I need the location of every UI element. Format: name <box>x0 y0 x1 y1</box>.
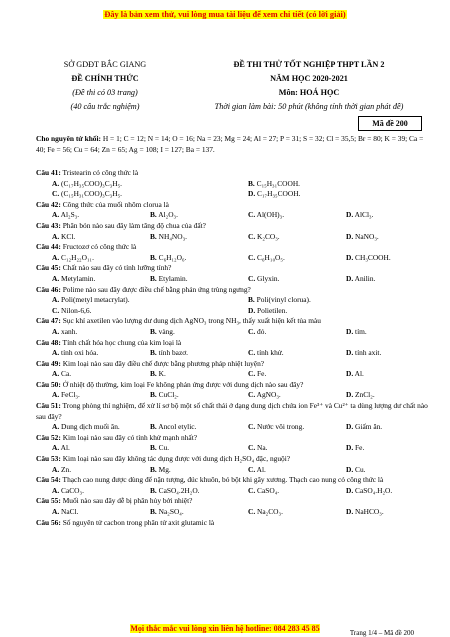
option-text: Cu. <box>158 443 170 453</box>
question-block <box>36 263 428 284</box>
option-text: Al₂O₃. <box>158 210 178 220</box>
answer-option <box>232 232 330 243</box>
hotline-text: Mọi thắc mắc vui lòng xin liên hệ hotline: 084 283 45 85 <box>130 624 320 633</box>
answer-option <box>36 306 232 317</box>
option-text: Polietilen. <box>257 305 288 315</box>
option-letter: B. <box>150 443 157 453</box>
option-letter: A. <box>52 422 60 432</box>
option-letter: A. <box>52 464 60 474</box>
question-block <box>36 359 428 380</box>
answer-option <box>36 465 134 476</box>
option-text: NaCl. <box>61 507 79 516</box>
answer-option <box>330 274 428 285</box>
answer-option <box>36 390 134 401</box>
page-number: Trang 1/4 – Mã đề 200 <box>349 629 414 637</box>
header-right <box>186 58 432 114</box>
answer-option <box>232 422 330 433</box>
option-text: Al. <box>354 369 364 379</box>
subject: Môn: HOÁ HỌC <box>278 88 340 97</box>
option-text: KCl. <box>61 231 76 241</box>
answer-option <box>232 274 330 285</box>
question-text: Công thức của muối nhôm clorua là <box>60 199 169 209</box>
option-letter: D. <box>248 305 256 315</box>
question-block <box>36 221 428 242</box>
answer-option <box>134 327 232 338</box>
option-letter: D. <box>346 231 354 241</box>
option-letter: B. <box>150 326 157 336</box>
answer-option <box>36 443 134 454</box>
answer-option <box>134 507 232 518</box>
option-text: vàng. <box>158 326 175 336</box>
answer-option <box>36 348 134 359</box>
option-letter: A. <box>52 252 60 262</box>
option-letter: C. <box>248 507 256 516</box>
option-letter: A. <box>52 273 60 283</box>
option-letter: A. <box>52 210 60 220</box>
answer-options <box>36 390 428 401</box>
option-letter: D. <box>346 369 354 379</box>
question-block <box>36 200 428 221</box>
question-label: Câu 46: <box>36 284 61 294</box>
question-text: Kim loại nào sau đây không tác dụng được với dung dịch H₂SO₄ đặc, nguội? <box>60 454 291 464</box>
answer-options <box>36 507 428 518</box>
option-text: CaCO₃. <box>61 485 84 495</box>
answer-option <box>36 507 134 518</box>
answer-option <box>134 486 232 497</box>
option-text: NaHCO₃. <box>355 507 384 516</box>
option-letter: D. <box>346 348 354 358</box>
question-block <box>36 496 428 517</box>
question-block <box>36 242 428 263</box>
option-letter: C. <box>52 305 60 315</box>
answer-option <box>330 253 428 264</box>
option-text: Na₂CO₃. <box>257 507 283 516</box>
option-letter: D. <box>346 485 354 495</box>
option-text: C₆H₁₀O₅. <box>257 252 285 262</box>
answer-option <box>232 306 428 317</box>
question-list <box>36 168 428 528</box>
question-block <box>36 518 428 529</box>
question-block <box>36 380 428 401</box>
question-stem <box>36 242 428 253</box>
option-letter: B. <box>150 273 157 283</box>
question-label: Câu 55: <box>36 496 61 506</box>
option-text: AgNO₃. <box>256 390 281 400</box>
option-letter: A. <box>52 348 60 358</box>
option-text: Al. <box>256 464 266 474</box>
option-letter: B. <box>150 464 157 474</box>
question-stem <box>36 285 428 296</box>
question-stem <box>36 496 428 507</box>
option-text: CH₃COOH. <box>355 252 391 262</box>
answer-option <box>330 390 428 401</box>
option-letter: B. <box>150 210 157 220</box>
option-text: Fe. <box>257 369 267 379</box>
answer-options <box>36 422 428 433</box>
answer-option <box>36 422 134 433</box>
answer-option <box>330 369 428 380</box>
option-letter: B. <box>248 178 255 188</box>
question-text: Kim loại nào sau đây điều chế được bằng phương pháp nhiệt luyện? <box>60 358 265 368</box>
option-letter: B. <box>150 348 157 358</box>
option-letter: A. <box>52 390 60 400</box>
option-letter: D. <box>346 273 354 283</box>
answer-option <box>330 327 428 338</box>
answer-option <box>330 486 428 497</box>
question-stem <box>36 380 428 391</box>
option-letter: C. <box>248 369 256 379</box>
header-left <box>36 58 174 114</box>
question-block <box>36 338 428 359</box>
answer-option <box>232 189 428 200</box>
question-stem <box>36 168 428 179</box>
option-letter: A. <box>52 507 60 516</box>
option-letter: C. <box>248 422 256 432</box>
option-text: Etylamin. <box>158 273 188 283</box>
answer-options <box>36 465 428 476</box>
answer-option <box>330 210 428 221</box>
option-text: C₆H₁₂O₆. <box>158 252 187 262</box>
option-letter: D. <box>346 507 354 516</box>
answer-option <box>36 369 134 380</box>
option-text: CaSO₄. <box>257 485 280 495</box>
question-block <box>36 454 428 475</box>
answer-option <box>134 274 232 285</box>
question-stem <box>36 454 428 465</box>
option-letter: A. <box>52 369 60 379</box>
question-label: Câu 49: <box>36 358 61 368</box>
question-label: Câu 53: <box>36 454 61 464</box>
page-count-note: (Đề thi có 03 trang) <box>72 88 138 97</box>
question-stem <box>36 263 428 274</box>
question-text: Muối nào sau đây dễ bị phân hủy bởi nhiệt? <box>60 496 193 506</box>
option-letter: C. <box>248 252 256 262</box>
option-text: K₂CO₃. <box>257 231 280 241</box>
option-text: Mg. <box>158 464 171 474</box>
option-letter: A. <box>52 295 60 305</box>
option-text: tính bazơ. <box>158 348 188 358</box>
question-text: Trong phòng thí nghiệm, để xử lí sơ bộ một số chất thải ở dạng dung dịch chứa ion Fe³⁺ và Cu²⁺ ta dùng lượng dư chất nào sau đây? <box>36 401 428 421</box>
answer-option <box>134 465 232 476</box>
option-text: đỏ. <box>257 326 267 336</box>
answer-option <box>36 189 232 200</box>
option-text: NaNO₃. <box>355 231 379 241</box>
option-text: CuCl₂. <box>158 390 179 400</box>
option-letter: C. <box>248 326 256 336</box>
answer-options <box>36 253 428 264</box>
question-text: Sục khí axetilen vào lượng dư dung dịch AgNO₃ trong NH₃, thấy xuất hiện kết tủa màu <box>60 316 321 326</box>
question-text: Chất nào sau đây có tính lưỡng tính? <box>60 263 172 273</box>
option-letter: C. <box>52 189 60 199</box>
option-text: C₁₂H₂₂O₁₁. <box>61 252 94 262</box>
option-text: CaSO₄.H₂O. <box>355 485 393 495</box>
question-block <box>36 401 428 433</box>
answer-option <box>330 422 428 433</box>
option-text: Poli(vinyl clorua). <box>256 295 311 305</box>
question-stem <box>36 359 428 370</box>
question-label: Câu 45: <box>36 263 61 273</box>
question-label: Câu 43: <box>36 220 61 230</box>
preview-banner <box>0 4 450 22</box>
option-text: Anilin. <box>354 273 376 283</box>
answer-options <box>36 348 428 359</box>
answer-option <box>330 348 428 359</box>
option-text: Na₂SO₄. <box>158 507 184 516</box>
question-text: Tristearin có công thức là <box>60 168 139 177</box>
option-text: FeCl₃. <box>61 390 80 400</box>
exam-code-box: Mã đề 200 <box>358 116 422 131</box>
option-letter: C. <box>248 273 256 283</box>
answer-option <box>232 507 330 518</box>
option-text: xanh. <box>61 326 78 336</box>
answer-option <box>36 486 134 497</box>
option-letter: B. <box>150 390 157 400</box>
option-letter: B. <box>150 422 157 432</box>
question-label: Câu 42: <box>36 199 61 209</box>
answer-options <box>36 232 428 243</box>
answer-option <box>232 295 428 306</box>
option-text: (C₁₇H₃₅COO)₃C₃H₅. <box>61 178 122 188</box>
question-stem <box>36 433 428 444</box>
option-letter: A. <box>52 231 60 241</box>
answer-option <box>134 232 232 243</box>
question-label: Câu 47: <box>36 316 61 326</box>
question-label: Câu 52: <box>36 432 61 442</box>
option-text: Dung dịch muối ăn. <box>61 422 120 432</box>
option-letter: D. <box>346 422 354 432</box>
option-letter: B. <box>150 485 157 495</box>
answer-options <box>36 486 428 497</box>
answer-option <box>232 390 330 401</box>
question-label: Câu 50: <box>36 379 61 389</box>
option-text: ZnCl₂. <box>355 390 375 400</box>
option-text: Poli(metyl metacrylat). <box>61 295 130 305</box>
option-text: CaSO₄.2H₂O. <box>158 485 200 495</box>
question-label: Câu 41: <box>36 168 61 177</box>
option-letter: B. <box>150 369 157 379</box>
answer-option <box>134 210 232 221</box>
question-text: Polime nào sau đây được điều chế bằng phản ứng trùng ngưng? <box>60 284 251 294</box>
option-letter: C. <box>248 443 256 453</box>
option-letter: C. <box>248 210 256 220</box>
answer-options <box>36 179 428 200</box>
option-text: Al(OH)₃. <box>256 210 285 220</box>
answer-options <box>36 327 428 338</box>
question-text: Thạch cao nung được dùng để nặn tượng, đúc khuôn, bó bột khi gãy xương. Thạch cao nung có công thức là <box>60 475 384 485</box>
answer-option <box>330 232 428 243</box>
option-text: AlCl₃. <box>354 210 374 220</box>
option-letter: C. <box>248 390 256 400</box>
option-text: Fe. <box>355 443 365 453</box>
question-stem <box>36 518 428 529</box>
answer-option <box>134 390 232 401</box>
option-letter: D. <box>346 252 354 262</box>
answer-option <box>330 443 428 454</box>
answer-option <box>36 210 134 221</box>
answer-option <box>232 369 330 380</box>
exam-title: ĐỀ THI THỬ TỐT NGHIỆP THPT LẦN 2 <box>233 60 385 69</box>
option-letter: A. <box>52 485 60 495</box>
question-label: Câu 44: <box>36 242 61 252</box>
option-text: Cu. <box>355 464 366 474</box>
option-text: Nilon-6,6. <box>61 305 92 315</box>
option-text: tím. <box>355 326 367 336</box>
option-text: K. <box>158 369 166 379</box>
option-letter: C. <box>248 348 256 358</box>
question-text: Tính chất hóa học chung của kim loại là <box>60 337 182 347</box>
option-letter: D. <box>346 210 354 220</box>
question-label: Câu 56: <box>36 517 61 527</box>
option-text: Metylamin. <box>61 273 96 283</box>
school-year: NĂM HỌC 2020-2021 <box>270 74 348 83</box>
answer-option <box>330 507 428 518</box>
answer-options <box>36 443 428 454</box>
question-text: Ở nhiệt độ thường, kim loại Fe không phản ứng được với dung dịch nào sau đây? <box>60 379 304 389</box>
question-stem <box>36 200 428 211</box>
question-text: Kim loại nào sau đây có tính khử mạnh nhất? <box>60 432 198 442</box>
question-text: Số nguyên tử cacbon trong phân tử axit glutamic là <box>60 517 215 527</box>
option-letter: C. <box>248 231 256 241</box>
option-text: tính oxi hóa. <box>61 348 99 358</box>
atomic-masses-text: H = 1; C = 12; N = 14; O = 16; Na = 23; Mg = 24; Al = 27; P = 31; S = 32; Cl = 35,5; Br = 80; K = 39; Ca = 40; Fe = 56; Cu = 64; Zn = 65; Ag = 108; I = 127; Ba = 137. <box>36 134 424 154</box>
option-letter: D. <box>248 189 256 199</box>
question-stem <box>36 221 428 232</box>
option-text: Nước vôi trong. <box>257 422 305 432</box>
answer-option <box>232 486 330 497</box>
answer-option <box>36 253 134 264</box>
atomic-masses-label: Cho nguyên tử khối: <box>36 134 102 143</box>
option-letter: C. <box>248 464 256 474</box>
question-block <box>36 285 428 317</box>
option-text: NH₄NO₃. <box>158 231 187 241</box>
option-text: Ca. <box>61 369 72 379</box>
answer-option <box>36 274 134 285</box>
answer-option <box>134 348 232 359</box>
answer-option <box>36 232 134 243</box>
option-text: Glyxin. <box>257 273 280 283</box>
option-letter: A. <box>52 326 60 336</box>
question-text: Phân bón nào sau đây làm tăng độ chua của đất? <box>60 220 206 230</box>
answer-option <box>134 369 232 380</box>
answer-option <box>134 422 232 433</box>
option-letter: D. <box>346 390 354 400</box>
option-text: tính khử. <box>257 348 284 358</box>
question-label: Câu 51: <box>36 401 61 411</box>
option-letter: D. <box>346 443 354 453</box>
answer-option <box>232 253 330 264</box>
option-letter: B. <box>150 507 157 516</box>
question-block <box>36 433 428 454</box>
answer-options <box>36 210 428 221</box>
answer-option <box>330 465 428 476</box>
option-letter: C. <box>248 485 256 495</box>
option-letter: B. <box>150 231 157 241</box>
option-letter: D. <box>346 464 354 474</box>
option-text: (C₁₅H₃₁COO)₃C₃H₅. <box>61 189 122 199</box>
answer-option <box>232 465 330 476</box>
option-text: Al₂S₃. <box>60 210 80 220</box>
answer-option <box>232 443 330 454</box>
answer-option <box>134 443 232 454</box>
department-name: SỞ GDĐT BẮC GIANG <box>63 60 147 69</box>
answer-options <box>36 369 428 380</box>
option-text: C₁₇H₃₅COOH. <box>257 189 301 199</box>
question-block <box>36 316 428 337</box>
answer-option <box>36 179 232 190</box>
option-letter: D. <box>346 326 354 336</box>
official-label: ĐỀ CHÍNH THỨC <box>71 74 139 83</box>
answer-option <box>134 253 232 264</box>
option-text: Ancol etylic. <box>158 422 197 432</box>
question-label: Câu 48: <box>36 337 61 347</box>
question-block <box>36 168 428 200</box>
question-stem <box>36 316 428 327</box>
question-text: Fructozơ có công thức là <box>60 242 137 252</box>
option-letter: B. <box>248 295 255 305</box>
time-limit: Thời gian làm bài: 50 phút (không tính thời gian phát đề) <box>214 102 404 111</box>
option-letter: A. <box>52 178 60 188</box>
answer-option <box>36 295 232 306</box>
question-stem <box>36 475 428 486</box>
preview-banner-text: Đây là bản xem thử, vui lòng mua tài liệu để xem chi tiết (có lời giải) <box>104 10 346 19</box>
option-text: Al. <box>60 443 70 453</box>
answer-options <box>36 274 428 285</box>
question-label: Câu 54: <box>36 475 61 485</box>
question-stem <box>36 338 428 349</box>
atomic-masses <box>36 133 426 155</box>
answer-option <box>232 327 330 338</box>
question-stem <box>36 401 428 422</box>
answer-option <box>232 179 428 190</box>
option-text: C₁₅H₃₁COOH. <box>256 178 301 188</box>
option-text: tính axit. <box>355 348 382 358</box>
answer-option <box>36 327 134 338</box>
option-text: Na. <box>257 443 268 453</box>
answer-options <box>36 295 428 316</box>
answer-option <box>232 210 330 221</box>
question-count-note: (40 câu trắc nghiệm) <box>70 102 140 111</box>
option-text: Giấm ăn. <box>355 422 383 432</box>
answer-option <box>232 348 330 359</box>
option-letter: B. <box>150 252 157 262</box>
option-letter: A. <box>52 443 60 453</box>
question-block <box>36 475 428 496</box>
option-text: Zn. <box>61 464 72 474</box>
